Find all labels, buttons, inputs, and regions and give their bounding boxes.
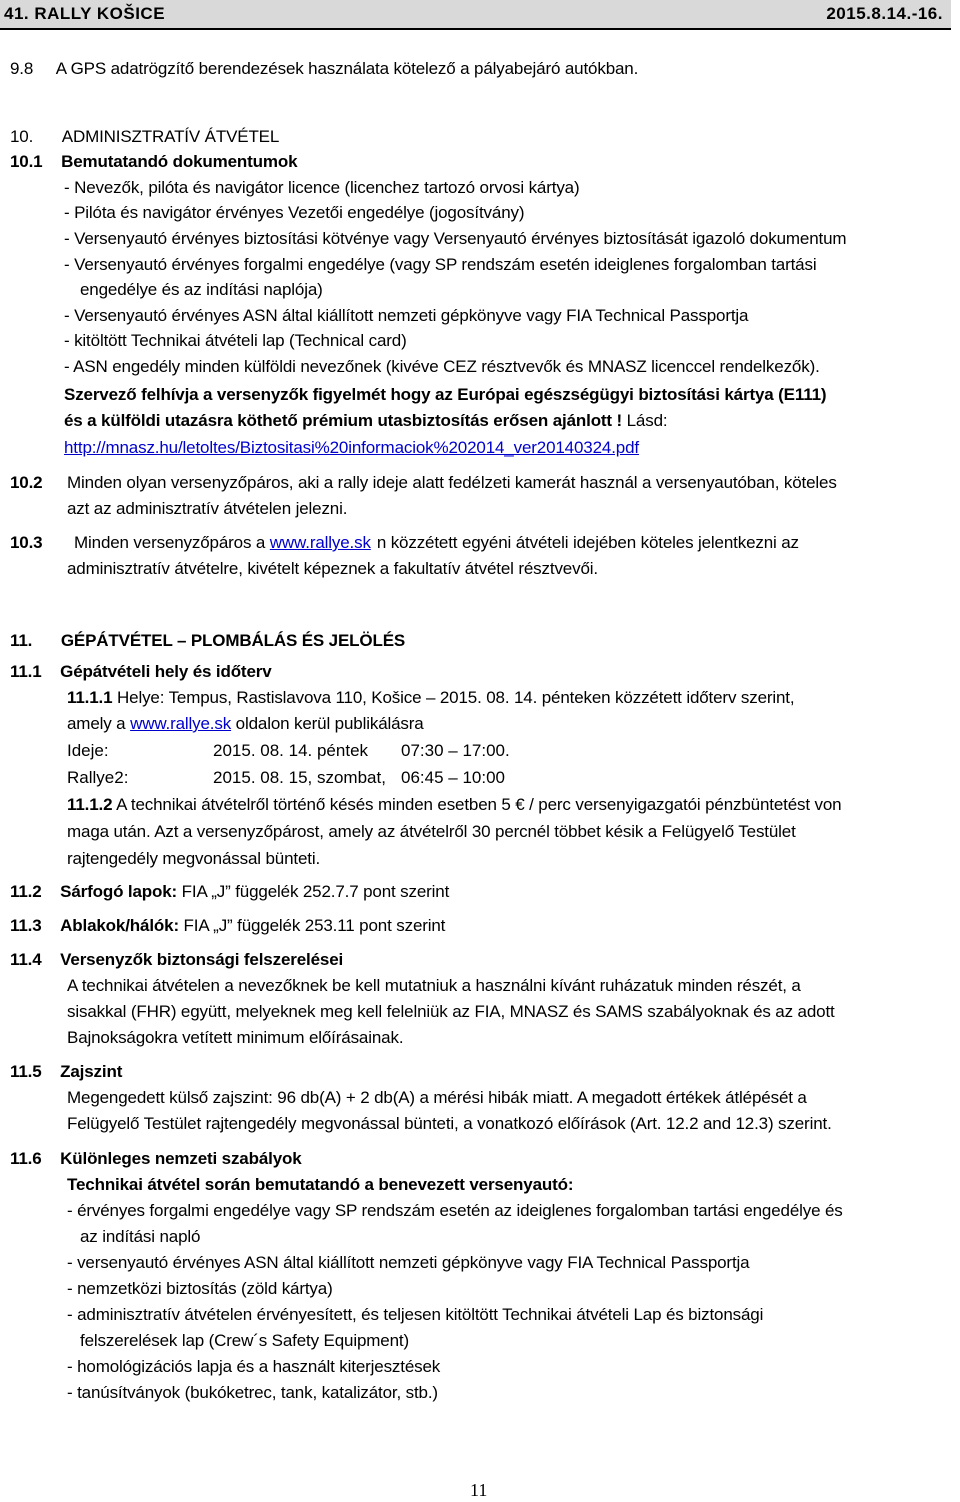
subsection-11-1-2-line3: rajtengedély megvonással bünteti. [67, 849, 321, 868]
insurance-note-line2 [64, 410, 667, 432]
section-11-4-line3: Bajnokságokra vetített minimum előírásainak. [67, 1028, 404, 1047]
section-number: 10. [10, 127, 34, 146]
section-11-6-heading [10, 1148, 302, 1170]
subsection-text: A technikai átvételről történő késés minden esetben 5 € / perc versenyigazgatói pénzbüntetést von [116, 795, 842, 814]
subsection-11-1-2-line2: maga után. Azt a versenyzőpárost, amely az átvételről 30 percnél többet késik a Felügyelő Testület [67, 822, 796, 841]
section-10-2 [10, 472, 43, 494]
section-11-2 [10, 881, 449, 903]
section-number: 11.3 [10, 916, 42, 935]
insurance-info-link[interactable]: http://mnasz.hu/letoltes/Biztositasi%20informaciok%202014_ver20140324.pdf [64, 438, 639, 457]
rallye-link[interactable]: www.rallye.sk [269, 533, 371, 552]
section-11-4-line1: A technikai átvételen a nevezőknek be kell mutatniuk a használni kívánt ruházatuk minden részét, a [67, 976, 801, 995]
section-title: Zajszint [60, 1062, 123, 1081]
document-item: - ASN engedély minden külföldi nevezőnek (kivéve CEZ résztvevők és MNASZ licenccel rendelkezők). [64, 357, 820, 376]
section-label: Ablakok/hálók: [60, 916, 179, 935]
header-title: 41. RALLY KOŠICE [4, 4, 166, 23]
required-item: - tanúsítványok (bukóketrec, tank, katalizátor, stb.) [67, 1383, 438, 1402]
document-item: - Versenyautó érvényes biztosítási kötvénye vagy Versenyautó érvényes biztosítását igazoló dokumentum [64, 229, 847, 248]
rallye-link[interactable]: www.rallye.sk [130, 714, 232, 733]
page-number: 11 [470, 1480, 488, 1500]
subsection-11-1-2-line1 [67, 794, 842, 816]
document-item: - Nevezők, pilóta és navigátor licence (licenchez tartozó orvosi kártya) [64, 178, 580, 197]
document-item: - kitöltött Technikai átvételi lap (Technical card) [64, 331, 407, 350]
insurance-note-rest: Lásd: [622, 411, 668, 430]
required-item: - versenyautó érvényes ASN által kiállított nemzeti gépkönyve vagy FIA Technical Passportja [67, 1253, 750, 1272]
section-11-5-line2: Felügyelő Testület rajtengedély megvonással bünteti, a vonatkozó előírások (Art. 12.2 and 12.3) szerint. [67, 1114, 832, 1133]
section-number: 11.4 [10, 950, 42, 969]
subsection-text: Helye: Tempus, Rastislavova 110, Košice – 2015. 08. 14. pénteken közzétett időterv szerint, [117, 688, 795, 707]
section-10-heading [10, 126, 279, 148]
text-fragment: oldalon kerül publikálásra [235, 714, 424, 733]
section-text: FIA „J” függelék 253.11 pont szerint [183, 916, 446, 935]
section-11-6-subtitle: Technikai átvétel során bemutatandó a benevezett versenyautó: [67, 1175, 574, 1194]
schedule-row-1-time: 07:30 – 17:00. [401, 741, 510, 760]
page-header [0, 0, 951, 30]
required-item: - nemzetközi biztosítás (zöld kártya) [67, 1279, 333, 1298]
section-number: 11.5 [10, 1062, 42, 1081]
required-item: - adminisztratív átvételen érvényesített, és teljesen kitöltött Technikai átvételi Lap és biztonsági [67, 1305, 764, 1324]
insurance-note-line1: Szervező felhívja a versenyzők figyelmét hogy az Európai egészségügyi biztosítási kártya (E111) [64, 385, 827, 404]
section-title: ADMINISZTRATÍV ÁTVÉTEL [61, 127, 280, 146]
schedule-row-2-label: Rallye2: [67, 768, 129, 787]
section-11-heading [10, 630, 405, 652]
section-10-1-heading [10, 151, 297, 173]
required-item: - homológizációs lapja és a használt kiterjesztések [67, 1357, 441, 1376]
text-fragment: n közzétett egyéni átvételi idejében köteles jelentkezni az [376, 533, 799, 552]
section-title: Gépátvételi hely és időterv [60, 662, 272, 681]
header-date: 2015.8.14.-16. [826, 4, 943, 23]
text-fragment: amely a [67, 714, 126, 733]
document-item: - Pilóta és navigátor érvényes Vezetői engedélye (jogosítvány) [64, 203, 525, 222]
section-10-2-line2: azt az adminisztratív átvételen jelezni. [67, 499, 348, 518]
schedule-row-1-label: Ideje: [67, 741, 109, 760]
section-11-3 [10, 915, 445, 937]
required-item: az indítási napló [80, 1227, 201, 1246]
subsection-number: 11.1.2 [67, 795, 113, 814]
section-11-5-line1: Megengedett külső zajszint: 96 db(A) + 2 db(A) a mérési hibák miatt. A megadott értékek átlépését a [67, 1088, 807, 1107]
section-number: 11.2 [10, 882, 42, 901]
section-number: 10.2 [10, 473, 43, 492]
section-11-1-heading [10, 661, 272, 683]
section-11-4-heading [10, 949, 343, 971]
section-number: 11. [10, 631, 33, 650]
section-10-3-line1 [74, 532, 948, 554]
document-item: engedélye és az indítási naplója) [80, 280, 323, 299]
section-10-3-line2: adminisztratív átvételre, kivételt képeznek a fakultatív átvétel résztvevői. [67, 559, 598, 578]
section-text: FIA „J” függelék 252.7.7 pont szerint [181, 882, 450, 901]
required-item: - érvényes forgalmi engedélye vagy SP rendszám esetén az ideiglenes forgalomban tartási engedélye és [67, 1201, 843, 1220]
section-11-4-line2: sisakkal (FHR) együtt, melyeknek meg kell felelniük az FIA, MNASZ és SAMS szabályoknak és az adott [67, 1002, 835, 1021]
section-10-3-text-pre [74, 532, 799, 554]
section-number: 10.1 [10, 152, 43, 171]
section-11-5-heading [10, 1061, 122, 1083]
section-number: 10.3 [10, 533, 43, 552]
section-number: 11.6 [10, 1149, 42, 1168]
subsection-11-1-1-line1 [67, 687, 794, 709]
document-item: - Versenyautó érvényes ASN által kiállított nemzeti gépkönyve vagy FIA Technical Passportja [64, 306, 749, 325]
section-title: Különleges nemzeti szabályok [60, 1149, 302, 1168]
schedule-row-1-date: 2015. 08. 14. péntek [213, 741, 369, 760]
section-number: 11.1 [10, 662, 42, 681]
section-9-8 [10, 58, 638, 80]
section-text: A GPS adatrögzítő berendezések használata kötelező a pályabejáró autókban. [55, 59, 639, 78]
section-title: GÉPÁTVÉTEL – PLOMBÁLÁS ÉS JELÖLÉS [60, 631, 406, 650]
section-title: Bemutatandó dokumentumok [61, 152, 298, 171]
subsection-number: 11.1.1 [67, 688, 113, 707]
section-10-2-line1: Minden olyan versenyzőpáros, aki a rally ideje alatt fedélzeti kamerát használ a versenyautóban, köteles [67, 473, 837, 492]
required-item: felszerelések lap (Crew´s Safety Equipment) [80, 1331, 409, 1350]
insurance-note-bold: és a külföldi utazásra köthető prémium utasbiztosítás erősen ajánlott ! [64, 411, 623, 430]
text-fragment: Minden versenyzőpáros a [74, 533, 266, 552]
section-number: 9.8 [10, 59, 34, 78]
section-label: Sárfogó lapok: [60, 882, 178, 901]
document-item: - Versenyautó érvényes forgalmi engedélye (vagy SP rendszám esetén ideiglenes forgalomban tartási [64, 255, 817, 274]
subsection-11-1-1-line2 [67, 713, 424, 735]
schedule-row-2-time: 06:45 – 10:00 [401, 768, 505, 787]
insurance-info-link-line [64, 437, 639, 459]
section-title: Versenyzők biztonsági felszerelései [60, 950, 344, 969]
schedule-row-2-date: 2015. 08. 15, szombat, [213, 768, 386, 787]
